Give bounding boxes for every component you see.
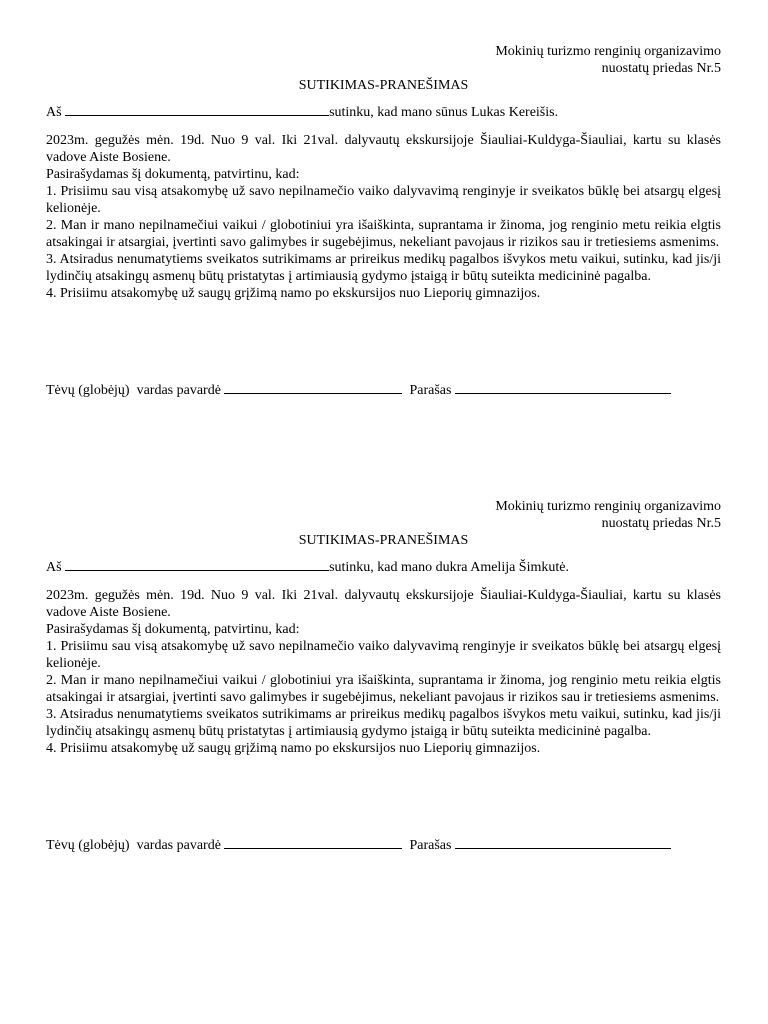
confirmation-intro: Pasirašydamas šį dokumentą, patvirtinu, kad: (46, 622, 300, 637)
confirmation-intro: Pasirašydamas šį dokumentą, patvirtinu, kad: (46, 167, 300, 182)
clause-2: 2. Man ir mano nepilnamečiui vaikui / globotiniui yra išaiškinta, suprantama ir žinoma, jog renginio metu reikia elgtis atsakingai ir atsargiai, įvertinti savo galimybes ir sugebėjimus, nekeliant pavojaus ir rizikos sau ir tretiesiems asmenims. (46, 218, 721, 250)
signature-field[interactable] (455, 836, 671, 849)
consent-line (46, 103, 721, 121)
header-line-1: Mokinių turizmo renginių organizavimo (495, 44, 721, 59)
consent-form-2 (46, 498, 721, 853)
consent-suffix: sutinku, kad mano sūnus Lukas Kereišis. (329, 105, 559, 120)
clause-3: 3. Atsiradus nenumatytiems sveikatos sutrikimams ar prireikus medikų pagalbos išvykos metu vaikui, sutinku, kad jis/ji lydinčių atsakingų asmenų būtų pristatytas į artimiausią gydymo įstaigą ir būtų suteikta medicininė pagalba. (46, 252, 721, 284)
parent-name-label: Tėvų (globėjų) vardas pavardė (46, 383, 221, 398)
clause-2: 2. Man ir mano nepilnamečiui vaikui / globotiniui yra išaiškinta, suprantama ir žinoma, jog renginio metu reikia elgtis atsakingai ir atsargiai, įvertinti savo galimybes ir sugebėjimus, nekeliant pavojaus ir rizikos sau ir tretiesiems asmenims. (46, 673, 721, 705)
consent-form-1 (46, 43, 721, 398)
parent-name-blank[interactable] (65, 103, 329, 116)
consent-prefix: Aš (46, 560, 62, 575)
header-line-2: nuostatų priedas Nr.5 (601, 516, 721, 531)
signature-row (46, 836, 671, 854)
clause-4: 4. Prisiimu atsakomybę už saugų grįžimą namo po ekskursijos nuo Lieporių gimnazijos. (46, 286, 541, 301)
signature-field[interactable] (455, 381, 671, 394)
consent-line (46, 558, 721, 576)
parent-name-label: Tėvų (globėjų) vardas pavardė (46, 838, 221, 853)
header-line-1: Mokinių turizmo renginių organizavimo (495, 499, 721, 514)
trip-description: 2023m. gegužės mėn. 19d. Nuo 9 val. Iki 21val. dalyvautų ekskursijoje Šiauliai-Kuldyga-Šiauliai, kartu su klasės vadove Aiste Bosiene. (46, 588, 721, 620)
signature-label: Parašas (409, 838, 452, 853)
form-title: SUTIKIMAS-PRANEŠIMAS (298, 78, 469, 93)
clause-4: 4. Prisiimu atsakomybę už saugų grįžimą namo po ekskursijos nuo Lieporių gimnazijos. (46, 741, 541, 756)
regulation-header (46, 498, 721, 532)
clause-1: 1. Prisiimu sau visą atsakomybę už savo nepilnamečio vaiko dalyvavimą renginyje ir sveikatos būklę bei atsargų elgesį kelionėje. (46, 639, 721, 671)
regulation-header (46, 43, 721, 77)
form-title: SUTIKIMAS-PRANEŠIMAS (298, 533, 469, 548)
header-line-2: nuostatų priedas Nr.5 (601, 61, 721, 76)
parent-name-field[interactable] (224, 836, 402, 849)
signature-label: Parašas (409, 383, 452, 398)
parent-name-blank[interactable] (65, 558, 329, 571)
signature-row (46, 381, 671, 399)
trip-description: 2023m. gegužės mėn. 19d. Nuo 9 val. Iki 21val. dalyvautų ekskursijoje Šiauliai-Kuldyga-Šiauliai, kartu su klasės vadove Aiste Bosiene. (46, 133, 721, 165)
parent-name-field[interactable] (224, 381, 402, 394)
clause-3: 3. Atsiradus nenumatytiems sveikatos sutrikimams ar prireikus medikų pagalbos išvykos metu vaikui, sutinku, kad jis/ji lydinčių atsakingų asmenų būtų pristatytas į artimiausią gydymo įstaigą ir būtų suteikta medicininė pagalba. (46, 707, 721, 739)
consent-prefix: Aš (46, 105, 62, 120)
clause-1: 1. Prisiimu sau visą atsakomybę už savo nepilnamečio vaiko dalyvavimą renginyje ir sveikatos būklę bei atsargų elgesį kelionėje. (46, 184, 721, 216)
consent-suffix: sutinku, kad mano dukra Amelija Šimkutė. (329, 560, 569, 575)
